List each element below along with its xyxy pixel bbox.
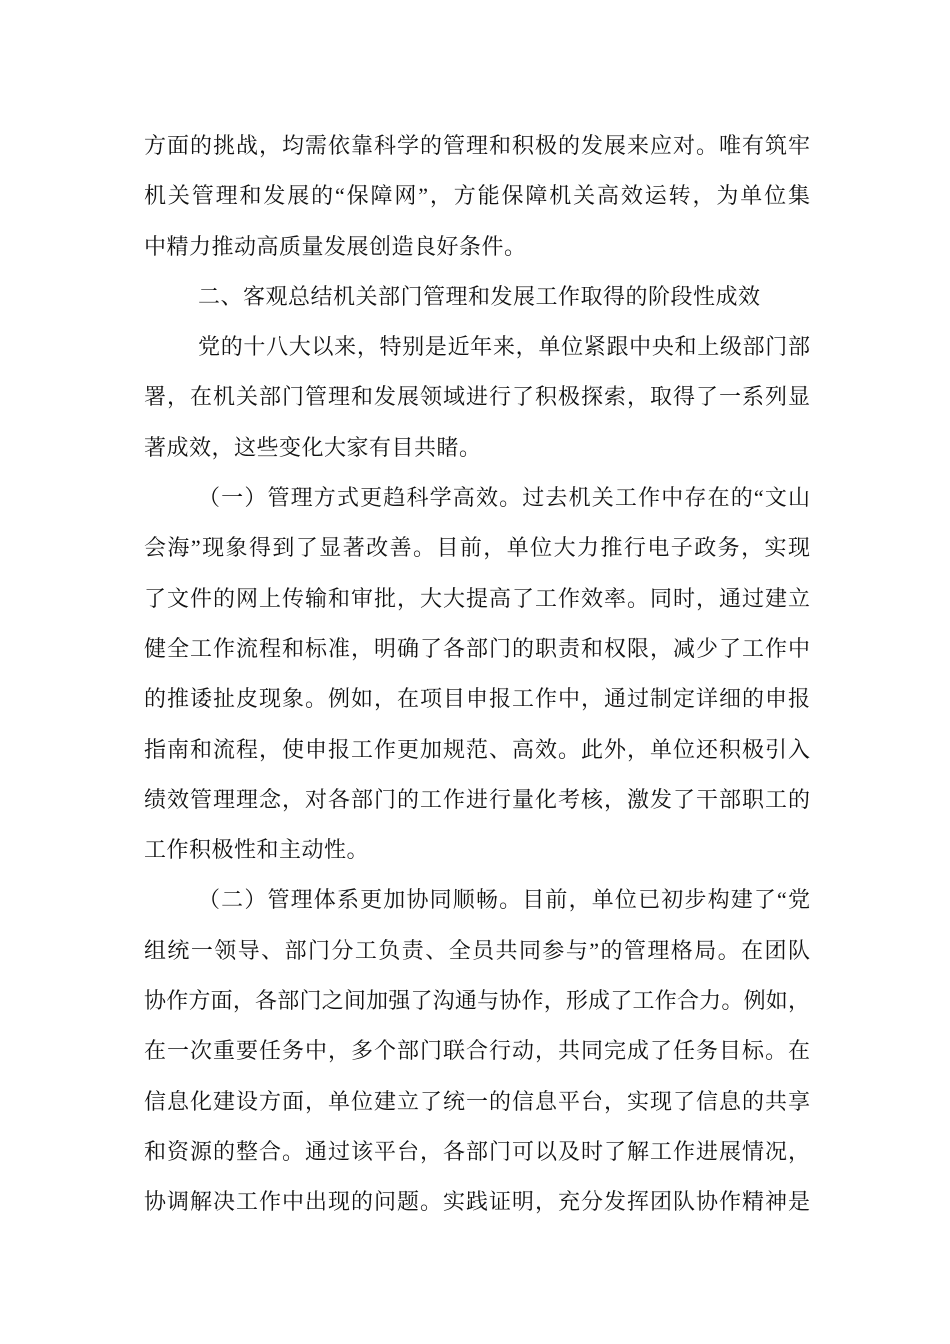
text-line: 组统一领导、部门分工负责、全员共同参与”的管理格局。在团队 — [144, 937, 810, 963]
text-line: 著成效，这些变化大家有目共睹。 — [144, 434, 482, 460]
text-line: 健全工作流程和标准，明确了各部门的职责和权限，减少了工作中 — [144, 635, 810, 661]
text-line: （一）管理方式更趋科学高效。过去机关工作中存在的“文山 — [198, 485, 810, 511]
text-line: （二）管理体系更加协同顺畅。目前，单位已初步构建了“党 — [198, 887, 810, 913]
text-line: 的推诿扯皮现象。例如，在项目申报工作中，通过制定详细的申报 — [144, 686, 810, 712]
text-line: 信息化建设方面，单位建立了统一的信息平台，实现了信息的共享 — [144, 1088, 810, 1114]
text-line: 署，在机关部门管理和发展领域进行了积极探索，取得了一系列显 — [144, 384, 810, 410]
text-line: 方面的挑战，均需依靠科学的管理和积极的发展来应对。唯有筑牢 — [144, 133, 810, 158]
section-heading: 二、客观总结机关部门管理和发展工作取得的阶段性成效 — [198, 283, 761, 309]
text-line: 指南和流程，使申报工作更加规范、高效。此外，单位还积极引入 — [144, 736, 810, 762]
text-line: 协作方面，各部门之间加强了沟通与协作，形成了工作合力。例如， — [144, 988, 810, 1014]
text-line: 绩效管理理念，对各部门的工作进行量化考核，激发了干部职工的 — [144, 786, 810, 812]
text-line: 在一次重要任务中，多个部门联合行动，共同完成了任务目标。在 — [144, 1038, 810, 1064]
document-text-block — [144, 121, 810, 1228]
text-line: 中精力推动高质量发展创造良好条件。 — [144, 233, 527, 259]
text-line: 会海”现象得到了显著改善。目前，单位大力推行电子政务，实现 — [144, 535, 810, 561]
text-line: 协调解决工作中出现的问题。实践证明，充分发挥团队协作精神是 — [144, 1189, 810, 1215]
text-line: 党的十八大以来，特别是近年来，单位紧跟中央和上级部门部 — [198, 334, 810, 360]
text-line: 了文件的网上传输和审批，大大提高了工作效率。同时，通过建立 — [144, 585, 810, 611]
text-line: 机关管理和发展的“保障网”，方能保障机关高效运转，为单位集 — [144, 183, 810, 209]
text-line: 和资源的整合。通过该平台，各部门可以及时了解工作进展情况， — [144, 1138, 810, 1164]
text-line: 工作积极性和主动性。 — [144, 837, 370, 863]
